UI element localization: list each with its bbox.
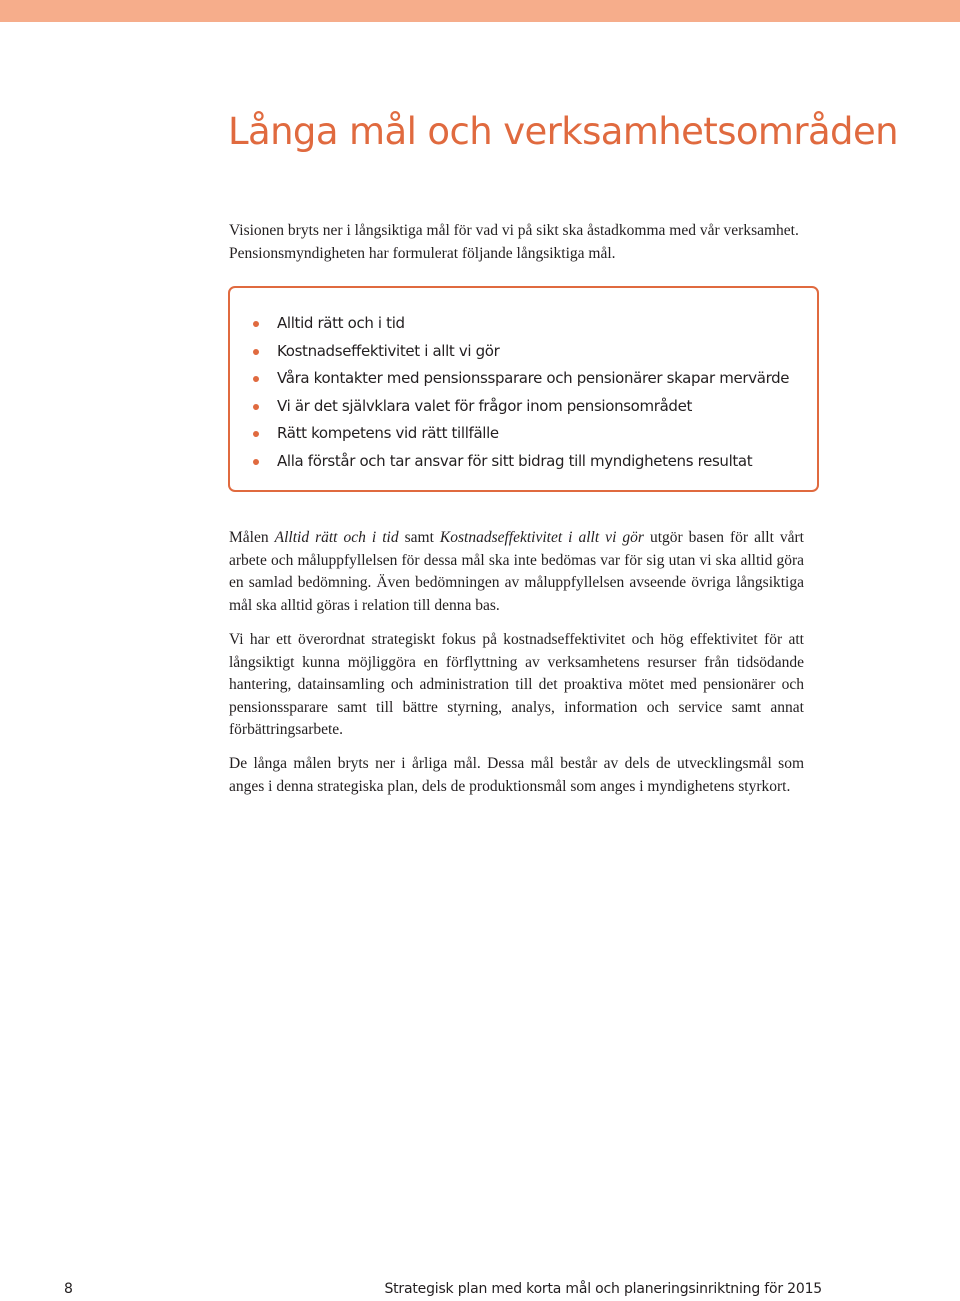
goal-item (250, 338, 789, 366)
goal-item (250, 420, 789, 448)
page-title: Långa mål och verksamhetsområden (228, 110, 898, 153)
goal-text: Alla förstår och tar ansvar för sitt bidrag till myndighetens resultat (277, 451, 753, 470)
goal-name-emphasis: Kostnadseffektivitet i allt vi gör (439, 529, 644, 546)
page-number: 8 (64, 1281, 73, 1297)
paragraph-text: Målen (229, 529, 275, 546)
bullet-icon (253, 376, 259, 382)
top-color-band (0, 0, 960, 22)
paragraph-goals-basis (229, 527, 804, 617)
goal-text: Vi är det självklara valet för frågor inom pensionsområdet (277, 396, 693, 415)
goal-item (250, 365, 789, 393)
paragraph-text: samt (398, 529, 440, 546)
goal-text: Rätt kompetens vid rätt tillfälle (277, 424, 499, 442)
paragraph-text: utgör basen för allt vårt arbete och måluppfyllelsen för dessa mål ska inte bedömas var för sig utan vi ska alltid göra en samlad bedömning. Även bedömningen av måluppfyllelsen avseende övriga långsiktiga mål ska alltid göras i relation till denna bas. (229, 529, 804, 614)
goal-name-emphasis: Alltid rätt och i tid (274, 529, 399, 546)
bullet-icon (253, 349, 259, 355)
goal-item (250, 393, 789, 421)
bullet-icon (253, 404, 259, 410)
goal-text: Våra kontakter med pensionssparare och pensionärer skapar mervärde (277, 369, 790, 387)
footer-document-title: Strategisk plan med korta mål och planeringsinriktning för 2015 (384, 1281, 822, 1297)
goal-text: Alltid rätt och i tid (277, 314, 405, 332)
bullet-icon (253, 431, 259, 437)
intro-paragraph: Visionen bryts ner i långsiktiga mål för vad vi på sikt ska åstadkomma med vår verksamhet. Pensionsmyndigheten har formulerat följande långsiktiga mål. (229, 222, 799, 262)
long-term-goals-box (228, 286, 819, 492)
paragraph-annual-goals: De långa målen bryts ner i årliga mål. Dessa mål består av dels de utvecklingsmål som anges i denna strategiska plan, dels de produktionsmål som anges i myndighetens styrkort. (229, 755, 804, 795)
goal-item (250, 310, 789, 338)
paragraph-strategic-focus: Vi har ett överordnat strategiskt fokus på kostnadseffektivitet och hög effektivitet för att långsiktigt kunna möjliggöra en förflyttning av verksamhetens resurser från tidsödande hantering, datainsamling och administration till det proaktiva mötet med pensionärer och pensionssparare samt till bättre styrning, analys, information och service samt annat förbättringsarbete. (229, 631, 804, 738)
bullet-icon (253, 321, 259, 327)
goal-item (250, 448, 789, 476)
goal-text: Kostnadseffektivitet i allt vi gör (277, 341, 500, 360)
bullet-icon (253, 459, 259, 465)
goals-list (250, 310, 789, 475)
